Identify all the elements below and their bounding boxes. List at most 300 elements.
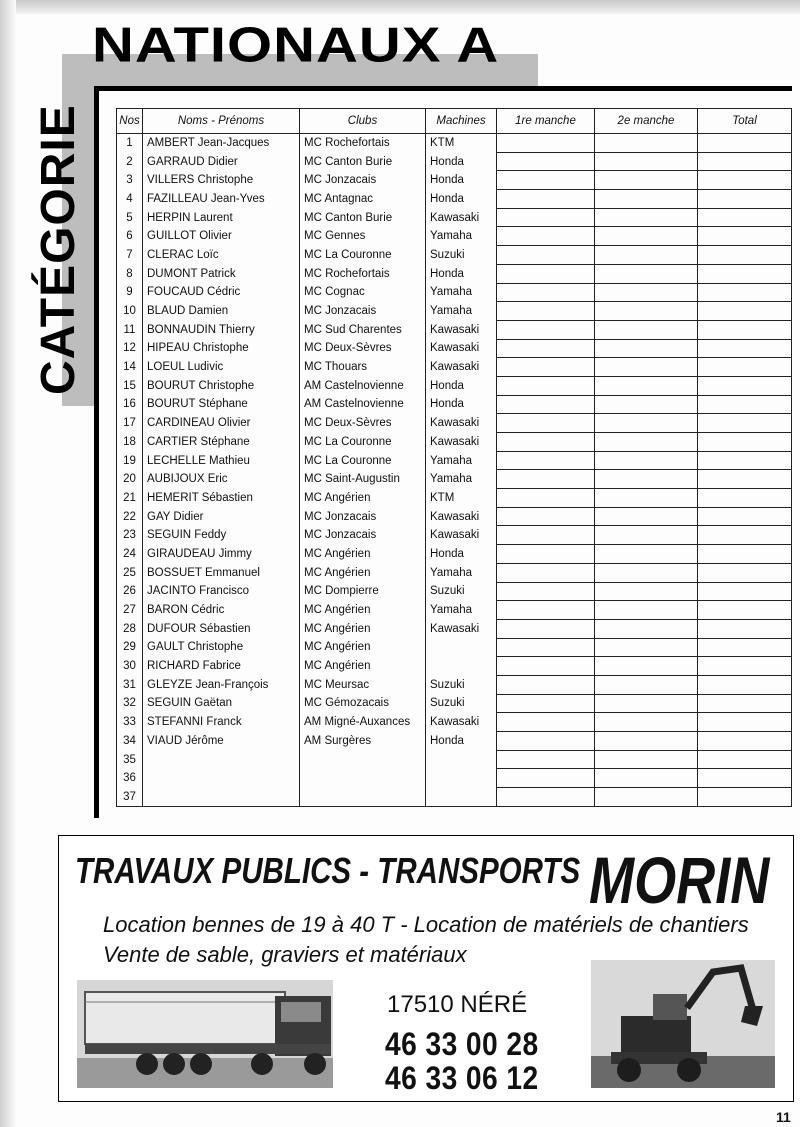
round-2-score — [595, 489, 698, 508]
rider-club: MC Antagnac — [300, 190, 426, 209]
rider-number: 31 — [117, 675, 143, 694]
col-header-round-2: 2e manche — [595, 109, 698, 134]
rider-machine: Kawasaki — [426, 713, 497, 732]
rider-name: VILLERS Christophe — [143, 171, 300, 190]
table-row — [117, 732, 792, 751]
advertisement — [58, 835, 794, 1102]
table-row — [117, 433, 792, 452]
round-1-score — [497, 227, 595, 246]
rider-club: MC Sud Charentes — [300, 320, 426, 339]
round-2-score — [595, 657, 698, 676]
rider-name: DUFOUR Sébastien — [143, 619, 300, 638]
rider-name: SEGUIN Gaëtan — [143, 694, 300, 713]
table-row — [117, 283, 792, 302]
round-2-score — [595, 190, 698, 209]
rider-number: 5 — [117, 208, 143, 227]
rider-machine: Suzuki — [426, 246, 497, 265]
rider-machine: Honda — [426, 152, 497, 171]
rider-number: 25 — [117, 563, 143, 582]
ad-materials-line: Vente de sable, graviers et matériaux — [103, 942, 467, 967]
round-1-score — [497, 190, 595, 209]
table-header-row — [117, 109, 792, 134]
dump-truck-photo — [77, 980, 333, 1088]
total-score — [698, 657, 792, 676]
rider-name: BONNAUDIN Thierry — [143, 320, 300, 339]
round-1-score — [497, 395, 595, 414]
total-score — [698, 563, 792, 582]
round-1-score — [497, 675, 595, 694]
round-2-score — [595, 732, 698, 751]
rider-number: 7 — [117, 246, 143, 265]
round-2-score — [595, 788, 698, 807]
rider-number: 10 — [117, 302, 143, 321]
col-header-names: Noms - Prénoms — [143, 109, 300, 134]
total-score — [698, 376, 792, 395]
total-score — [698, 433, 792, 452]
table-row — [117, 451, 792, 470]
rider-number: 30 — [117, 657, 143, 676]
round-2-score — [595, 227, 698, 246]
round-2-score — [595, 750, 698, 769]
rider-machine — [426, 769, 497, 788]
rider-name: GAULT Christophe — [143, 638, 300, 657]
rider-number: 11 — [117, 320, 143, 339]
table-row — [117, 302, 792, 321]
table-row — [117, 675, 792, 694]
page-gutter-shadow — [0, 0, 16, 1127]
rider-club: MC La Couronne — [300, 246, 426, 265]
rider-number: 14 — [117, 358, 143, 377]
rider-machine: Suzuki — [426, 694, 497, 713]
table-row — [117, 507, 792, 526]
round-2-score — [595, 433, 698, 452]
rider-name: BARON Cédric — [143, 601, 300, 620]
round-1-score — [497, 152, 595, 171]
round-2-score — [595, 694, 698, 713]
rider-number: 4 — [117, 190, 143, 209]
rider-number: 12 — [117, 339, 143, 358]
ad-phone-1: 46 33 00 28 — [385, 1026, 539, 1062]
round-2-score — [595, 283, 698, 302]
total-score — [698, 470, 792, 489]
rider-number: 37 — [117, 788, 143, 807]
round-1-score — [497, 526, 595, 545]
round-2-score — [595, 358, 698, 377]
rider-machine — [426, 638, 497, 657]
rider-machine: KTM — [426, 489, 497, 508]
total-score — [698, 619, 792, 638]
table-row — [117, 264, 792, 283]
rider-club: MC Jonzacais — [300, 526, 426, 545]
total-score — [698, 732, 792, 751]
rider-machine: KTM — [426, 134, 497, 153]
rider-number: 15 — [117, 376, 143, 395]
rider-machine — [426, 788, 497, 807]
rider-name: BOURUT Stéphane — [143, 395, 300, 414]
table-row — [117, 227, 792, 246]
round-2-score — [595, 526, 698, 545]
table-row — [117, 619, 792, 638]
rider-machine: Honda — [426, 545, 497, 564]
table-row — [117, 395, 792, 414]
round-1-score — [497, 264, 595, 283]
rider-club: MC Deux-Sèvres — [300, 339, 426, 358]
rider-name: BOURUT Christophe — [143, 376, 300, 395]
rider-name: SEGUIN Feddy — [143, 526, 300, 545]
rider-name: GUILLOT Olivier — [143, 227, 300, 246]
rider-machine: Yamaha — [426, 601, 497, 620]
ad-services-line: Location bennes de 19 à 40 T - Location de matériels de chantiers — [103, 912, 749, 937]
rider-number: 26 — [117, 582, 143, 601]
rider-name: AUBIJOUX Eric — [143, 470, 300, 489]
round-2-score — [595, 264, 698, 283]
total-score — [698, 788, 792, 807]
rider-machine: Kawasaki — [426, 507, 497, 526]
rider-club: MC Canton Burie — [300, 152, 426, 171]
rider-machine: Kawasaki — [426, 358, 497, 377]
total-score — [698, 638, 792, 657]
table-row — [117, 171, 792, 190]
rider-club: MC Deux-Sèvres — [300, 414, 426, 433]
rider-number: 32 — [117, 694, 143, 713]
rider-number: 3 — [117, 171, 143, 190]
ad-heading: TRAVAUX PUBLICS - TRANSPORTS — [75, 850, 581, 891]
rider-number: 1 — [117, 134, 143, 153]
rider-number: 18 — [117, 433, 143, 452]
rider-club — [300, 788, 426, 807]
page-top-shadow — [0, 0, 800, 14]
rider-number: 6 — [117, 227, 143, 246]
rider-club: MC Angérien — [300, 489, 426, 508]
round-2-score — [595, 507, 698, 526]
rider-club: MC Cognac — [300, 283, 426, 302]
round-2-score — [595, 208, 698, 227]
rider-club: MC Dompierre — [300, 582, 426, 601]
rider-club: MC Jonzacais — [300, 302, 426, 321]
rider-name: RICHARD Fabrice — [143, 657, 300, 676]
rider-machine — [426, 657, 497, 676]
rider-name: FAZILLEAU Jean-Yves — [143, 190, 300, 209]
rider-machine: Honda — [426, 190, 497, 209]
round-2-score — [595, 376, 698, 395]
round-1-score — [497, 283, 595, 302]
total-score — [698, 507, 792, 526]
rider-club: MC Gennes — [300, 227, 426, 246]
rider-machine: Yamaha — [426, 451, 497, 470]
rider-machine: Honda — [426, 264, 497, 283]
rider-club: MC Meursac — [300, 675, 426, 694]
rider-club: AM Castelnovienne — [300, 376, 426, 395]
rider-club: AM Surgères — [300, 732, 426, 751]
rider-club: MC Rochefortais — [300, 264, 426, 283]
rider-name: LECHELLE Mathieu — [143, 451, 300, 470]
rider-name: STEFANNI Franck — [143, 713, 300, 732]
table-row — [117, 545, 792, 564]
rider-number: 34 — [117, 732, 143, 751]
rider-name: GIRAUDEAU Jimmy — [143, 545, 300, 564]
total-score — [698, 601, 792, 620]
rider-number: 29 — [117, 638, 143, 657]
total-score — [698, 675, 792, 694]
round-1-score — [497, 732, 595, 751]
total-score — [698, 358, 792, 377]
table-row — [117, 788, 792, 807]
rider-machine: Yamaha — [426, 227, 497, 246]
col-header-total: Total — [698, 109, 792, 134]
round-2-score — [595, 414, 698, 433]
rider-name: GAY Didier — [143, 507, 300, 526]
rider-number: 28 — [117, 619, 143, 638]
total-score — [698, 320, 792, 339]
round-1-score — [497, 339, 595, 358]
rider-name: BOSSUET Emmanuel — [143, 563, 300, 582]
round-1-score — [497, 358, 595, 377]
rider-machine: Kawasaki — [426, 619, 497, 638]
rider-number: 35 — [117, 750, 143, 769]
rider-club: MC Gémozacais — [300, 694, 426, 713]
round-1-score — [497, 470, 595, 489]
rider-machine: Honda — [426, 171, 497, 190]
frame-top-rule — [94, 86, 792, 91]
rider-number: 22 — [117, 507, 143, 526]
round-2-score — [595, 320, 698, 339]
total-score — [698, 414, 792, 433]
results-table — [116, 108, 792, 807]
round-1-score — [497, 320, 595, 339]
rider-club: AM Castelnovienne — [300, 395, 426, 414]
rider-machine: Honda — [426, 732, 497, 751]
rider-number: 16 — [117, 395, 143, 414]
round-2-score — [595, 302, 698, 321]
table-body — [117, 134, 792, 807]
rider-name — [143, 788, 300, 807]
round-1-score — [497, 376, 595, 395]
rider-name: HEMERIT Sébastien — [143, 489, 300, 508]
round-2-score — [595, 152, 698, 171]
rider-club: MC Angérien — [300, 601, 426, 620]
ad-phone-2: 46 33 06 12 — [385, 1060, 539, 1096]
rider-machine: Suzuki — [426, 675, 497, 694]
total-score — [698, 246, 792, 265]
round-1-score — [497, 582, 595, 601]
round-1-score — [497, 208, 595, 227]
rider-number: 21 — [117, 489, 143, 508]
table-row — [117, 769, 792, 788]
round-1-score — [497, 134, 595, 153]
round-1-score — [497, 507, 595, 526]
rider-club: MC Saint-Augustin — [300, 470, 426, 489]
table-row — [117, 713, 792, 732]
rider-machine: Yamaha — [426, 563, 497, 582]
table-row — [117, 152, 792, 171]
rider-number: 20 — [117, 470, 143, 489]
round-2-score — [595, 713, 698, 732]
total-score — [698, 451, 792, 470]
total-score — [698, 750, 792, 769]
round-1-score — [497, 713, 595, 732]
table-row — [117, 190, 792, 209]
rider-number: 36 — [117, 769, 143, 788]
rider-club — [300, 769, 426, 788]
rider-machine: Yamaha — [426, 283, 497, 302]
round-2-score — [595, 339, 698, 358]
rider-machine — [426, 750, 497, 769]
round-1-score — [497, 433, 595, 452]
category-vertical-title: CATÉGORIE — [32, 104, 85, 395]
round-1-score — [497, 788, 595, 807]
rider-name: VIAUD Jérôme — [143, 732, 300, 751]
rider-name: BLAUD Damien — [143, 302, 300, 321]
round-1-score — [497, 638, 595, 657]
rider-club: MC Canton Burie — [300, 208, 426, 227]
rider-name: HERPIN Laurent — [143, 208, 300, 227]
total-score — [698, 526, 792, 545]
rider-name: JACINTO Francisco — [143, 582, 300, 601]
rider-name: GARRAUD Didier — [143, 152, 300, 171]
rider-name: FOUCAUD Cédric — [143, 283, 300, 302]
page-number: 11 — [776, 1109, 791, 1125]
rider-club: MC Thouars — [300, 358, 426, 377]
round-2-score — [595, 638, 698, 657]
ad-brand: MORIN — [589, 843, 770, 917]
table-row — [117, 246, 792, 265]
table-row — [117, 638, 792, 657]
table-row — [117, 470, 792, 489]
table-row — [117, 750, 792, 769]
round-2-score — [595, 582, 698, 601]
round-2-score — [595, 619, 698, 638]
round-2-score — [595, 451, 698, 470]
round-2-score — [595, 545, 698, 564]
round-2-score — [595, 601, 698, 620]
rider-number: 8 — [117, 264, 143, 283]
round-1-score — [497, 451, 595, 470]
rider-name: DUMONT Patrick — [143, 264, 300, 283]
ad-address: 17510 NÉRÉ — [387, 991, 528, 1018]
rider-machine: Kawasaki — [426, 208, 497, 227]
rider-machine: Honda — [426, 395, 497, 414]
col-header-machines: Machines — [426, 109, 497, 134]
rider-club: MC Rochefortais — [300, 134, 426, 153]
frame-left-rule — [94, 86, 99, 818]
rider-club: MC Jonzacais — [300, 171, 426, 190]
total-score — [698, 395, 792, 414]
total-score — [698, 134, 792, 153]
total-score — [698, 171, 792, 190]
round-2-score — [595, 395, 698, 414]
table-row — [117, 414, 792, 433]
total-score — [698, 489, 792, 508]
total-score — [698, 545, 792, 564]
round-2-score — [595, 246, 698, 265]
table-row — [117, 489, 792, 508]
rider-machine: Honda — [426, 376, 497, 395]
rider-club: MC Angérien — [300, 563, 426, 582]
rider-name: LOEUL Ludivic — [143, 358, 300, 377]
rider-club: MC Jonzacais — [300, 507, 426, 526]
rider-number: 33 — [117, 713, 143, 732]
total-score — [698, 152, 792, 171]
rider-club: MC La Couronne — [300, 451, 426, 470]
rider-name: CARTIER Stéphane — [143, 433, 300, 452]
rider-number: 23 — [117, 526, 143, 545]
round-1-score — [497, 302, 595, 321]
round-2-score — [595, 171, 698, 190]
col-header-clubs: Clubs — [300, 109, 426, 134]
rider-machine: Kawasaki — [426, 433, 497, 452]
round-1-score — [497, 414, 595, 433]
rider-machine: Kawasaki — [426, 526, 497, 545]
table-row — [117, 526, 792, 545]
total-score — [698, 264, 792, 283]
table-row — [117, 320, 792, 339]
rider-club: MC Angérien — [300, 657, 426, 676]
rider-machine: Kawasaki — [426, 414, 497, 433]
rider-machine: Kawasaki — [426, 339, 497, 358]
page-title: NATIONAUX A — [92, 17, 500, 73]
rider-number: 2 — [117, 152, 143, 171]
table-row — [117, 134, 792, 153]
round-1-score — [497, 694, 595, 713]
rider-club: AM Migné-Auxances — [300, 713, 426, 732]
round-2-score — [595, 134, 698, 153]
rider-machine: Yamaha — [426, 470, 497, 489]
table-row — [117, 563, 792, 582]
total-score — [698, 694, 792, 713]
total-score — [698, 302, 792, 321]
rider-name: HIPEAU Christophe — [143, 339, 300, 358]
total-score — [698, 713, 792, 732]
rider-number: 19 — [117, 451, 143, 470]
round-1-score — [497, 489, 595, 508]
rider-number: 24 — [117, 545, 143, 564]
table-row — [117, 339, 792, 358]
table-row — [117, 601, 792, 620]
excavator-photo — [591, 960, 775, 1088]
round-2-score — [595, 675, 698, 694]
round-1-score — [497, 619, 595, 638]
table-row — [117, 376, 792, 395]
rider-name: CARDINEAU Olivier — [143, 414, 300, 433]
table-row — [117, 694, 792, 713]
total-score — [698, 283, 792, 302]
rider-club: MC Angérien — [300, 545, 426, 564]
rider-machine: Kawasaki — [426, 320, 497, 339]
rider-name — [143, 750, 300, 769]
rider-number: 17 — [117, 414, 143, 433]
rider-club: MC Angérien — [300, 638, 426, 657]
total-score — [698, 190, 792, 209]
round-2-score — [595, 470, 698, 489]
total-score — [698, 208, 792, 227]
round-1-score — [497, 601, 595, 620]
round-1-score — [497, 657, 595, 676]
rider-number: 27 — [117, 601, 143, 620]
rider-club: MC Angérien — [300, 619, 426, 638]
table-row — [117, 208, 792, 227]
rider-club: MC La Couronne — [300, 433, 426, 452]
total-score — [698, 582, 792, 601]
rider-machine: Suzuki — [426, 582, 497, 601]
rider-number: 9 — [117, 283, 143, 302]
round-1-score — [497, 171, 595, 190]
total-score — [698, 769, 792, 788]
round-2-score — [595, 769, 698, 788]
rider-name: GLEYZE Jean-François — [143, 675, 300, 694]
round-1-score — [497, 750, 595, 769]
round-1-score — [497, 246, 595, 265]
total-score — [698, 227, 792, 246]
